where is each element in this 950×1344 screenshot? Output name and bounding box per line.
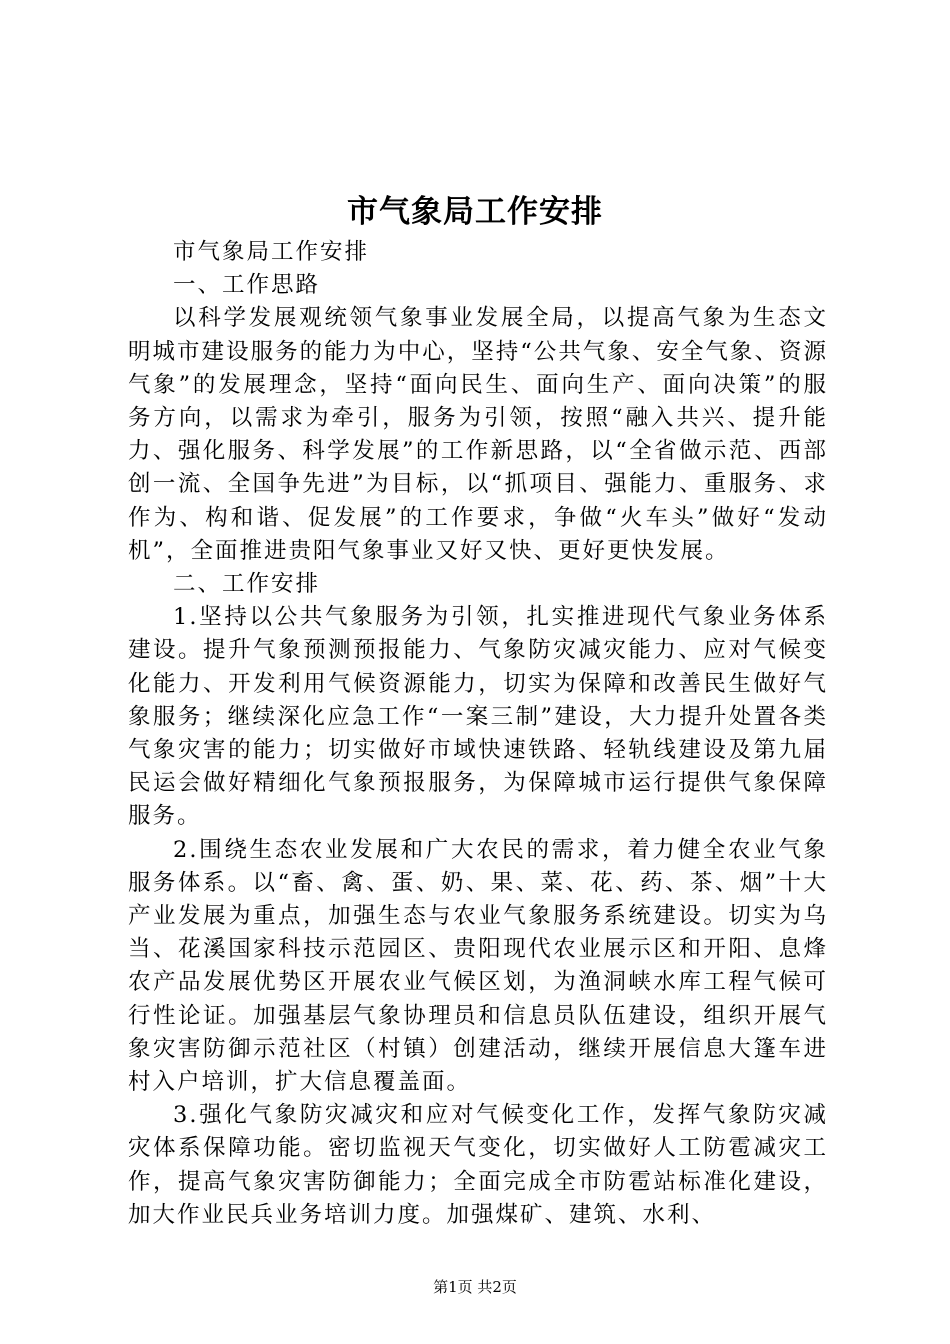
paragraph: 3.强化气象防灾减灾和应对气候变化工作，发挥气象防灾减灾体系保障功能。密切监视天气变化，切实做好人工防雹减灾工作，提高气象灾害防御能力；全面完成全市防雹站标准化建设，加大作业民兵业务培训力度。加强煤矿、建筑、水利、 — [128, 1102, 828, 1228]
document-title: 市气象局工作安排 — [347, 194, 603, 230]
section-heading-1: 一、工作思路 — [173, 272, 321, 299]
document-body — [128, 236, 828, 1232]
paragraph-subtitle: 市气象局工作安排 — [173, 239, 370, 265]
paragraph: 以科学发展观统领气象事业发展全局，以提高气象为生态文明城市建设服务的能力为中心，坚持“公共气象、安全气象、资源气象”的发展理念，坚持“面向民生、面向生产、面向决策”的服务方向，以需求为牵引，服务为引领，按照“融入共兴、提升能力、强化服务、科学发展”的工作新思路，以“全省做示范、西部创一流、全国争先进”为目标，以“抓项目、强能力、重服务、求作为、构和谐、促发展”的工作要求，争做“火车头”做好“发动机”，全面推进贵阳气象事业又好又快、更好更快发展。 — [128, 305, 828, 564]
section-heading-2: 二、工作安排 — [173, 571, 321, 598]
paragraph: 2.围绕生态农业发展和广大农民的需求，着力健全农业气象服务体系。以“畜、禽、蛋、奶、果、菜、花、药、茶、烟”十大产业发展为重点，加强生态与农业气象服务系统建设。切实为乌当、花溪国家科技示范园区、贵阳现代农业展示区和开阳、息烽农产品发展优势区开展农业气候区划，为渔洞峡水库工程气候可行性论证。加强基层气象协理员和信息员队伍建设，组织开展气象灾害防御示范社区（村镇）创建活动，继续开展信息大篷车进村入户培训，扩大信息覆盖面。 — [128, 836, 828, 1096]
page-footer: 第1页 共2页 — [433, 1278, 517, 1296]
paragraph: 1.坚持以公共气象服务为引领，扎实推进现代气象业务体系建设。提升气象预测预报能力、气象防灾减灾能力、应对气候变化能力、开发利用气候资源能力，切实为保障和改善民生做好气象服务；继续深化应急工作“一案三制”建设，大力提升处置各类气象灾害的能力；切实做好市域快速铁路、轻轨线建设及第九届民运会做好精细化气象预报服务，为保障城市运行提供气象保障服务。 — [128, 604, 828, 830]
